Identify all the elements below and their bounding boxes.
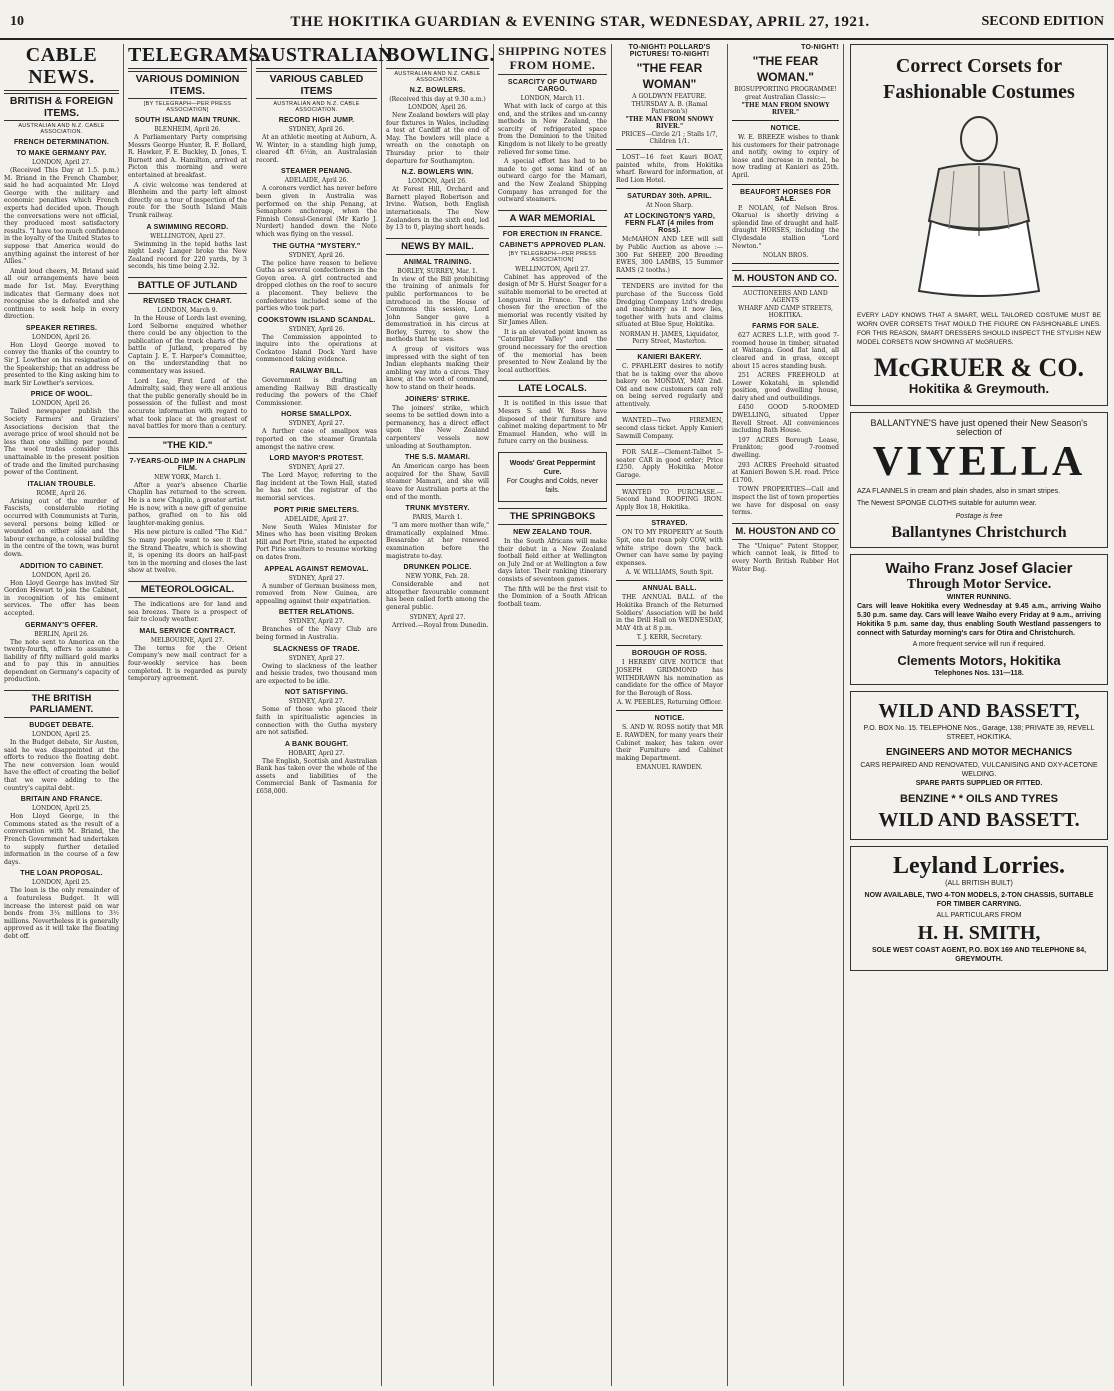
article-body: Owing to slackness of the leather and hessie trades, two thousand men are expected to be idle.	[256, 662, 377, 685]
article-headline: LORD MAYOR'S PROTEST.	[269, 455, 364, 463]
article-headline: RECORD HIGH JUMP.	[278, 117, 355, 124]
ad-title: Through Motor Service.	[906, 577, 1052, 592]
article-headline: REVISED TRACK CHART.	[143, 297, 232, 305]
section-title: BOWLING.	[386, 44, 489, 69]
article-headline: PRICE OF WOOL.	[30, 391, 93, 399]
article-headline: ADDITION TO CABINET.	[19, 562, 104, 570]
column-display-ads	[844, 44, 1114, 1386]
ad-text: CARS REPAIRED AND RENOVATED, VULCANISING AND OXY-ACETONE WELDING.	[860, 762, 1098, 778]
article-headline: BETTER RELATIONS.	[278, 609, 355, 617]
ad-text: AUCTIONEERS AND LAND AGENTS	[743, 290, 828, 305]
ad-text: W. E. BREEZE wishes to thank his customers for their patronage and notify, owing to expiry of lease and increase in rental, he now trading at Kanieri as 25th. April.	[732, 134, 839, 179]
column-australian	[252, 44, 399, 1386]
dateline: LONDON, April 26.	[32, 571, 91, 579]
article-body: Branches of the Navy Club are being formed in Australia.	[256, 626, 377, 641]
article-body: Amid loud cheers, M. Briand said all our arrangements have been made for 1st. May. Everything indicates that Germany does not recognise she is defeated and she continues to seek help in every direction.	[4, 267, 119, 321]
section-subtitle: LATE LOCALS.	[498, 380, 607, 397]
ad-text: 251 ACRES FREEHOLD at Lower Kokatahi, in splendid position, good dwelling house, dairy shed and outbuildings.	[732, 372, 839, 402]
ad-title: "THE FEAR WOMAN."	[752, 54, 819, 84]
section-title: CABLE NEWS.	[4, 44, 119, 91]
article-headline: MAIL SERVICE CONTRACT.	[139, 627, 236, 635]
agency-line: [BY TELEGRAPH—PER PRESS ASSOCIATION]	[508, 250, 597, 263]
dateline: ADELAIDE, April 26.	[284, 177, 349, 185]
ad-text: BIGSUPPORTING PROGRAMME!	[734, 86, 837, 93]
ad-text: P. NOLAN, (of Nelson Bros. Okarua) is shortly driving a splendid line of draught and half-draught HORSES, including the Clydesdale stallion "Lord Newton."	[732, 204, 839, 250]
ad-text: Woods' Great Peppermint Cure.	[509, 460, 596, 476]
article-subheadline: TO MAKE GERMANY PAY.	[16, 150, 107, 157]
ad-text: ALL PARTICULARS FROM	[936, 912, 1022, 919]
section-subtitle: THE SPRINGBOKS	[498, 508, 607, 525]
ad-brand: H. H. SMITH,	[917, 922, 1041, 944]
article-body: It is an elevated point known as "Caterpillar Valley" and the ground necessary for the erection of the memorial has been presented to New Zealand by the local authorities.	[498, 328, 607, 374]
ad-brand: WILD AND BASSETT.	[878, 809, 1080, 831]
article-headline: TRUNK MYSTERY.	[405, 505, 470, 513]
ad-text: ENGINEERS AND MOTOR MECHANICS	[885, 747, 1073, 758]
ad-box	[498, 452, 607, 502]
dateline: LONDON, April 26.	[32, 333, 91, 341]
article-headline: N.Z. BOWLERS WIN.	[401, 169, 474, 177]
ad-text: Telephones Nos. 131—118.	[934, 670, 1024, 677]
agency-line: AUSTRALIAN AND N.Z. CABLE ASSOCIATION.	[394, 71, 481, 83]
dateline: SYDNEY, April 26.	[288, 325, 345, 333]
ad-text: TENDERS are invited for the purchase of the Success Gold Dredging Company Ltd's dredge and machinery as it now lies, together with huts and claims situated at Blue Spur, Hokitika.	[616, 283, 723, 329]
article-headline: ITALIAN TROUBLE.	[27, 480, 96, 488]
article-body: New South Wales Minister for Mines who has been visiting Broken Hill and Port Pirie, stated he expected Port Pirie smelters to resume working on dates from.	[256, 523, 377, 561]
ad-text: SOLE WEST COAST AGENT, P.O. BOX 169 AND TELEPHONE 84, GREYMOUTH.	[871, 947, 1087, 963]
ad-headline: SATURDAY 30th. APRIL.	[627, 193, 712, 201]
column-telegrams	[124, 44, 266, 1386]
article-body: Hon Lloyd George moved to convey the thanks of the country to Sir J. Lowther on his resignation of the Speakership; that an address be presented to the King asking him to mark Sir Lowther's services.	[4, 341, 119, 387]
article-body: The indications are for land and sea breezes. There is a prospect of fair to cloudy weather.	[128, 600, 247, 624]
column-ads-1	[612, 44, 728, 1386]
ad-text: A more frequent service will run if required.	[912, 641, 1046, 648]
section-subtitle: VARIOUS DOMINION ITEMS.	[128, 71, 247, 99]
ad-text: WANTED—Two FIREMEN, second class ticket. Apply Kanieri Sawmill Company.	[616, 417, 723, 440]
ad-brand: Clements Motors, Hokitika	[897, 653, 1061, 668]
ad-text: Cars will leave Hokitika every Wednesday at 9.45 a.m., arriving Waiho 5.30 p.m. same day. Cars will leave Waiho every Friday at 9 a.m., arriving Hokitika 5 p.m. same day, thus enabling South Westland passengers to connect with Saturday morning's cars for Otira and Christchurch.	[857, 603, 1101, 637]
article-headline: SOUTH ISLAND MAIN TRUNK.	[134, 117, 241, 124]
ad-headline: AT LOCKINGTON'S YARD, FERN FLAT (4 miles from Ross).	[623, 213, 716, 235]
article-headline: SCARCITY OF OUTWARD CARGO.	[507, 79, 598, 93]
dateline: LONDON, March 11.	[520, 95, 585, 102]
ad-headline: NOTICE.	[770, 125, 801, 132]
dateline: LONDON, April 26.	[32, 400, 91, 408]
article-body: In the House of Lords last evening, Lord Selborne enquired whether there could be any objection to the publication of the track charts of the battle of Jutland, prepared by Captain J. E. T. Harper's Committee, on the understanding that no commentary was issued.	[128, 314, 247, 376]
ad-text: For Coughs and Colds, never fails.	[506, 478, 599, 494]
ad-text: I HEREBY GIVE NOTICE that JOSEPH GRIMMOND has WITHDRAWN his nomination as candidate for the office of Mayor for the Borough of Ross.	[616, 659, 723, 697]
ad-text: At Noon Sharp.	[646, 202, 693, 210]
article-body: Hon Lloyd George has invited Sir Gordon Hewart to join the Cabinet, in recognition of his eminent services. The offer has been accepted.	[4, 579, 119, 617]
article-body: In view of the Bill prohibiting the training of animals for public performances to be introduced in the House of Commons this session, Lord John Sanger gave a demonstration in his circus at Borley, Surrey, to show the methods that he uses.	[386, 275, 489, 344]
article-headline: A BANK BOUGHT.	[284, 740, 349, 748]
ad-headline: M. HOUSTON AND CO	[732, 523, 839, 540]
article-body: After a year's absence Charlie Chaplin has returned to the screen. He is a new Chaplin, a greater artist. He is now, with a new gift of genuine pathos, grafted on to his old laughter-making genius.	[128, 481, 247, 527]
section-subtitle: NEWS BY MAIL.	[386, 238, 489, 255]
section-subtitle: BRITISH & FOREIGN ITEMS.	[4, 93, 119, 121]
dateline: WELLINGTON, April 27.	[150, 232, 225, 240]
article-headline: THE LOAN PROPOSAL.	[20, 870, 103, 878]
article-headline: FRENCH DETERMINATION.	[13, 139, 110, 146]
ad-signature: A. W. WILLIAMS, South Spit.	[625, 569, 714, 577]
article-body: "I am more mother than wife," dramatically explained Mme. Bessarabo at her renewed examination before the magistrate to-day.	[386, 522, 489, 560]
dateline: SYDNEY, April 26.	[288, 251, 345, 259]
dateline: ROME, April 26.	[36, 489, 87, 497]
article-body: What with lack of cargo at this end, and the strikes and un-canny methods in New Zealand, the scarcity of refrigerated space from the Dominion to the United Kingdom is not likely to be greatly relieved for some time.	[498, 103, 607, 156]
article-body: The English, Scottish and Australian Bank has taken over the whole of the assets and liabilities of the Commercial Bank of Tasmania for £658,000.	[256, 757, 377, 796]
ad-text: Hokitika & Greymouth.	[908, 381, 1050, 396]
ad-text: BALLANTYNE'S have just opened their New Season's selection of	[870, 418, 1088, 437]
masthead	[0, 0, 1114, 40]
article-body: Lord Lee, First Lord of the Admiralty, said, they were all anxious that the public generally should be in possession of the fullest and most accurate information with regard to what took place at the greatest of naval battles for more than a century.	[128, 377, 247, 431]
ad-brand: McGRUER & CO.	[873, 353, 1085, 382]
dateline: ADELAIDE, April 27.	[284, 515, 349, 523]
viyella-ad	[850, 412, 1108, 548]
section-title: AUSTRALIAN.	[256, 44, 377, 69]
column-bowling	[382, 44, 494, 1386]
dateline: LONDON, April 25.	[32, 731, 91, 739]
article-headline: PORT PIRIE SMELTERS.	[273, 506, 360, 514]
ad-headline: KANIERI BAKERY.	[637, 353, 702, 361]
article-body: An American cargo has been acquired for the Shaw, Savill steamer Mamari, and she will leave for Australian ports at the end of the month.	[386, 463, 489, 501]
section-title: TELEGRAMS.	[128, 44, 247, 69]
article-body: Some of those who placed their faith in spiritualistic agencies in connection with the Gutha mystery are not satisfied.	[256, 706, 377, 737]
ad-text: (ALL BRITISH BUILT)	[945, 880, 1013, 887]
section-subtitle: THE BRITISH PARLIAMENT.	[4, 690, 119, 718]
ad-text: TOWN PROPERTIES—Call and inspect the list of town properties we have for disposal on easy terms.	[732, 486, 839, 517]
edition-label: SECOND EDITION	[981, 14, 1104, 29]
agency-line: AUSTRALIAN AND N.Z. CABLE ASSOCIATION.	[18, 123, 105, 135]
article-headline: NEW ZEALAND TOUR.	[513, 529, 592, 536]
article-body: A Parliamentary Party comprising Messrs George Hunter, R. F. Bollard, R. Hawker, F. E. Buckley, D. Jones, T. Burnett and A. Hamilton, arrived at Picton this morning and were entertained at breakfast.	[128, 134, 247, 179]
article-headline: STEAMER PENANG.	[280, 168, 353, 176]
section-subtitle: VARIOUS CABLED ITEMS	[256, 71, 377, 99]
article-headline: GERMANY'S OFFER.	[25, 621, 98, 629]
article-headline: THE GUTHA "MYSTERY."	[272, 242, 361, 250]
section-title: SHIPPING NOTES FROM HOME.	[498, 44, 607, 75]
article-body: At an athletic meeting at Auburn, A. W. Winter, in a standing high jump, cleared 4ft 6½in, an Australasian record.	[256, 134, 377, 164]
ad-text: BENZINE * * OILS AND TYRES	[900, 793, 1058, 805]
dateline: SYDNEY, April 27.	[409, 613, 466, 621]
article-body: At Forest Hill, Orchard and Barnett played Robertson and Irvine. Watson, both English internationals. The New Zealanders in the sixth end, led by 13 to 0, playing short heads.	[386, 186, 489, 232]
article-body: The Lord Mayor, referring to the flag incident at the Town Hall, stated he has not the registrar of the memorial services.	[256, 472, 377, 502]
ad-text: McMAHON AND LEE will sell by Public Auction as above :— 300 Fat SHEEP, 200 Breeding EWES, 300 LAMBS, 15 Summer RAMS (2 tooths.)	[616, 236, 723, 274]
ad-signature: T. J. KERR, Secretary.	[636, 634, 703, 642]
ad-text: "THE MAN FROM SNOWY RIVER."	[625, 116, 714, 130]
dateline: HOBART, April 27.	[288, 749, 345, 757]
article-headline: SLACKNESS OF TRADE.	[273, 645, 360, 653]
ad-brand: WILD AND BASSETT,	[878, 700, 1080, 722]
dateline: LONDON, April 26.	[408, 104, 467, 111]
ad-signature: A. W. PEEBLES, Returning Officer.	[616, 699, 723, 707]
dateline: SYDNEY, April 27.	[288, 698, 345, 706]
article-body: Hon Lloyd George, in the Commons stated as the result of a conversation with M. Briand, the French Government had undertaken to supply further detailed information in the course of a few days.	[4, 813, 119, 866]
dateline: SYDNEY, April 27.	[288, 618, 345, 626]
article-body: A group of visitors was impressed with the sight of ten Indian elephants making their ambling way into a circus. They knew, at the word of command, how to stand on their heads.	[386, 346, 489, 392]
dateline: NEW YORK, March 1.	[154, 473, 221, 481]
page-number: 10	[10, 14, 24, 29]
dateline: BLENHEIM, April 26.	[154, 126, 221, 133]
article-body: The joiners' strike, which seems to be settled down into a permanency, has a direct effect upon the New Zealand carpenters' vessels now unloading at Southampton.	[386, 404, 489, 450]
ad-text: WHARF AND CAMP STREETS, HOKITIKA.	[738, 305, 833, 320]
article-subheadline: CABINET'S APPROVED PLAN.	[499, 241, 606, 249]
article-headline: 7-YEARS-OLD IMP IN A CHAPLIN FILM.	[129, 457, 246, 472]
dateline: MELBOURNE, April 27.	[150, 636, 225, 644]
ad-text: C. PFAHLERT desires to notify that he is taking over the above bakery on MONDAY, MAY 2nd. Old and new customers can rely on being served regularly and attentively.	[616, 362, 723, 408]
ad-text: The "Unique" Patent Stopper, which cannot leak, is fitted to every North British Rubber Hot Water Bag.	[732, 542, 839, 573]
dateline: BORLEY, SURREY, Mar. 1.	[397, 267, 478, 275]
dateline: SYDNEY, April 27.	[288, 420, 345, 428]
article-headline: APPEAL AGAINST REMOVAL.	[264, 565, 369, 573]
ad-text: Postage is free	[955, 513, 1003, 520]
article-body: Considerable and not altogether favourable comment has been called forth among the general public.	[386, 581, 489, 611]
article-body: Arrived.—Royal from Dunedin.	[392, 621, 489, 629]
dateline: WELLINGTON, April 27.	[515, 265, 590, 273]
ad-headline: STRAYED.	[651, 520, 688, 528]
section-subtitle: "THE KID."	[128, 437, 247, 454]
column-shipping	[494, 44, 612, 1386]
ad-brand: Leyland Lorries.	[893, 853, 1065, 879]
ad-text: AZA FLANNELS in cream and plain shades, also in smart stripes.	[857, 488, 1061, 495]
dateline: LONDON, April 25.	[32, 805, 91, 813]
article-headline: BUDGET DEBATE.	[29, 722, 94, 730]
ad-brand: VIYELLA	[872, 439, 1086, 485]
dateline: BERLIN, April 26.	[34, 630, 89, 638]
article-headline: SPEAKER RETIRES.	[25, 324, 98, 332]
article-headline: COOKSTOWN ISLAND SCANDAL.	[257, 316, 376, 324]
article-body: The terms for the Orient Company's new mail contract for a four-weekly service has been completed. It is regarded as purely temporary agreement.	[128, 644, 247, 683]
ad-topline: TO-NIGHT!	[801, 44, 839, 51]
article-body: In the Budget debate, Sir Austen, said he was disappointed at the efforts to reduce the floating debt. The new conversion loan would have the effect of creating the belief that we were adding to the country's capital debt.	[4, 739, 119, 792]
article-headline: HORSE SMALLPOX.	[281, 411, 352, 419]
ad-text: THURSDAY A. B. (Ramal Patterson's)	[631, 101, 708, 115]
article-headline: NOT SATISFYING.	[284, 689, 349, 697]
section-subtitle: BATTLE OF JUTLAND	[128, 277, 247, 294]
dateline: LONDON, March 9.	[157, 306, 218, 314]
article-headline: BRITAIN AND FRANCE.	[20, 796, 103, 804]
ad-text: FOR SALE—Clement-Talbot 5-seater CAR in good order; Price £250. Apply Hokitika Motor Garage.	[616, 449, 723, 480]
dateline: SYDNEY, April 27.	[288, 464, 345, 472]
dateline: PARIS, March 1.	[412, 514, 463, 522]
ad-headline: ANNUAL BALL.	[642, 585, 697, 593]
article-headline: N.Z. BOWLERS.	[409, 87, 466, 94]
agency-line: AUSTRALIAN AND N.Z. CABLE ASSOCIATION.	[273, 101, 360, 113]
article-body: A further case of smallpox was reported on the steamer Grantala amongst the native crew.	[256, 428, 377, 451]
ad-signature: EMANUEL RAWDEN.	[636, 764, 703, 772]
article-headline: A SWIMMING RECORD.	[146, 223, 229, 231]
article-body: The loan is the only remainder of a featureless Budget. It will increase the interest paid on war bonds from 3¼ millions to 3½ millions. Nevertheless it is generally approved as it will take the floating debt off.	[4, 887, 119, 940]
ad-text: great Australian Classic:—	[744, 94, 827, 101]
ad-text: 627 ACRES L.I.P., with good 7-roomed house in timber, situated at Waitanga. Good flat land, all cleared and in grass, except about 15 acres standing bush.	[732, 332, 839, 370]
article-body: (Received This Day at 1.5. p.m.) M. Briand in the French Chamber, said he had acquainted Mr. Lloyd George with the military and economic penalties which French experts had decided upon. Though the conversations were not official, they produced most satisfactory results. "I have too much confidence in the loyalty of the United States to suppose that America would do anything against the interest of her Allies."	[4, 167, 119, 266]
dateline: LONDON, April 26.	[408, 178, 467, 186]
dateline: LONDON, April 27.	[32, 159, 91, 166]
ad-text: EVERY LADY KNOWS THAT A SMART, WELL TAILORED COSTUME MUST BE WORN OVER CORSETS THAT MOULD THE FIGURE ON FASHIONABLE LINES. FOR THIS REASON, SMART DRESSERS SHOULD INSPECT THE STYLISH NEW MODEL CORSETS NOW SHOWING AT McGRUERS.	[857, 312, 1101, 346]
article-headline: DRUNKEN POLICE.	[403, 564, 472, 572]
section-subtitle: A WAR MEMORIAL	[498, 210, 607, 227]
dateline: NEW YORK, Feb. 28.	[405, 573, 470, 581]
column-ads-2	[728, 44, 844, 1386]
ad-text: The Newest SPONGE CLOTHS suitable for autumn wear.	[857, 500, 1037, 507]
article-body: New Zealand bowlers will play four fixtures in Wales, including a test at Cardiff at the end of May. The bowlers will place a wreath on the cenotaph on Thursday prior to their departure for Southampton.	[386, 112, 489, 165]
article-headline: ANIMAL TRAINING.	[403, 258, 472, 266]
wild-bassett-ad	[850, 691, 1108, 840]
article-body: It is notified in this issue that Messrs S. and W. Ross have disposed of their furniture and cabinet making department to Mr Emanuel Handen, who will in future carry on the business.	[498, 400, 607, 446]
article-body: The Commission appointed to inquire into the operations at Cockatoo Island Dock Yard have commenced taking evidence.	[256, 333, 377, 364]
ad-text: THE ANNUAL BALL of the Hokitika Branch of the Returned Soldiers' Association will be held in the Drill Hall on WEDNESDAY, MAY 4th at 8 p.m.	[616, 594, 723, 632]
article-headline: THE S.S. MAMARI.	[404, 454, 471, 462]
ad-topline: TO-NIGHT! POLLARD'S PICTURES! TO-NIGHT!	[628, 44, 711, 58]
article-body: A civic welcome was tendered at Blenheim and the party left almost directly on a tour of inspection of the route for the South Island Main Trunk railway.	[128, 181, 247, 219]
article-body: In the South Africans will make their debut in a New Zealand football field either at Wellington on July 2nd or at Wellington a few days later. Their ranking itinerary consists of seventeen games.	[498, 538, 607, 583]
ad-text: S. AND W. ROSS notify that MR E. RAWDEN, for many years their Cabinet maker, has taken over their Furniture and Cabinet making Department.	[616, 724, 723, 762]
ad-text: SPARE PARTS SUPPLIED OR FITTED.	[915, 780, 1043, 787]
article-body: A coroners verdict has never before been given in Australia was performed on the ship Penang, at Semaphore anchorage, when the Finnish Consul-General (Mr Karlo J. Nurdert) handed down the Note which was flying on the vessel.	[256, 185, 377, 238]
ad-text: WANTED TO PURCHASE.—Second hand ROOFING IRON. Apply Box 18, Hokitika.	[616, 488, 723, 511]
column-cable-news	[0, 44, 124, 1386]
agency-line: [BY TELEGRAPH—PER PRESS ASSOCIATION]	[143, 101, 232, 113]
article-body: A number of German business men, removed from New Guinea, are appealing against their expatriation.	[256, 582, 377, 605]
article-body: Cabinet has approved of the design of Mr S. Hurst Seager for a suitable memorial to be erected at Longueval in France. The site chosen for the erection of the memorial was recently visited by Sir James Allen.	[498, 273, 607, 327]
leyland-ad	[850, 846, 1108, 971]
article-body: A special effort has had to be made to get some kind of an outward cargo for the Mamari, and the New Zealand Shipping Company has arranged for the outward steamers.	[498, 158, 607, 204]
ad-title: Waiho Franz Josef Glacier	[885, 560, 1073, 577]
article-headline: FOR ERECTION IN FRANCE.	[502, 230, 603, 238]
ad-title: Correct Corsets for	[895, 55, 1063, 77]
article-body: The note sent to America on the twenty-fourth, offers to assume a liability of fifty milliard gold marks and to pay this in annuities dependent on Germany's capacity of production.	[4, 638, 119, 684]
article-body: Swimming in the tepid baths last night Lesly Langer broke the New Zealand record for 220 yards, by 3 seconds, his time being 2.32.	[128, 240, 247, 271]
corsets-ad	[850, 44, 1108, 406]
ad-text: £450 GOOD 5-ROOMED DWELLING, situated Upper Revell Street. All conveniences including Bath House.	[732, 404, 839, 435]
ad-headline: M. HOUSTON AND CO.	[732, 270, 839, 287]
article-body: Arising out of the murder of Fascists, considerable rioting occurred with Communists at Turin, several persons being killed or wounded on either side and the labour exchange, a colossal building in the centre of the town, was burnt down.	[4, 497, 119, 558]
ad-headline: BOROUGH OF ROSS.	[631, 650, 708, 658]
article-body: Tailed newspaper publish the Society Farmers' and Graziers' Associations decision that the average price of wool should not be less than one shilling per pound. The wool trades consider this unattainable in the present position of trade and the limited purchasing power of the Continent.	[4, 408, 119, 477]
article-body: Government is drafting an amending Railway Bill drastically reducing the powers of the Chief Commissioner.	[256, 377, 377, 407]
ad-headline: BEAUFORT HORSES FOR SALE.	[740, 188, 831, 203]
article-headline: JOINERS' STRIKE.	[404, 395, 471, 403]
newspaper-title: THE HOKITIKA GUARDIAN & EVENING STAR, WEDNESDAY, APRIL 27, 1921.	[290, 14, 870, 30]
ad-text: A GOLDWYN FEATURE.	[632, 93, 707, 100]
dateline: SYDNEY, April 26.	[288, 126, 345, 133]
ad-text: LOST—16 feet Kauri BOAT, painted white, from Hokitika wharf. Reward for information, at Red Lion Hotel.	[616, 154, 723, 184]
corset-illustration	[879, 111, 1079, 301]
article-body: His new picture is called "The Kid." So many people want to see it that the Strand Theatre, which is showing it, is opening its doors an half-past ten in the morning and closes the last show at twelve.	[128, 529, 247, 575]
ad-text: FARMS FOR SALE.	[752, 323, 819, 331]
dateline: (Received this day at 9.30 a.m.)	[389, 96, 486, 103]
ad-title: "THE FEAR WOMAN"	[636, 61, 703, 91]
ad-text: "THE MAN FROM SNOWY RIVER."	[741, 102, 830, 116]
ad-text: ON TO MY PROPERTY at South Spit, one fat roan poly COW, with white stripe down the back. Owner can have same by paying expenses.	[616, 529, 723, 567]
ad-text: PRICES—Circle 2/1 ; Stalls 1/7, Children 1/1.	[621, 131, 718, 145]
ad-text: 197 ACRES Borough Lease, Frankton; good 7-roomed dwelling.	[732, 436, 839, 460]
dateline: SYDNEY, April 27.	[288, 654, 345, 662]
article-body: The police have reason to believe Gutha as several confectioners in the Goyen area. A girl contracted and dropped clothes on the roof to secure a placement. They believe the confederates included some of the parties who took part.	[256, 259, 377, 313]
ad-brand: Ballantynes Christchurch	[891, 524, 1067, 541]
ad-signature: NOLAN BROS.	[762, 252, 809, 260]
ad-text: 293 ACRES Freehold situated at Kanieri Bowen S.H. road. Price £1700.	[732, 461, 839, 484]
ad-text: NOW AVAILABLE, TWO 4-TON MODELS, 2-TON CHASSIS, SUITABLE FOR TIMBER CARRYING.	[864, 892, 1094, 908]
dateline: SYDNEY, April 27.	[288, 574, 345, 582]
article-headline: RAILWAY BILL.	[289, 368, 344, 376]
ad-signature: NORMAN H. JAMES, Liquidator, Perry Street, Masterton.	[619, 330, 720, 345]
section-subtitle: METEOROLOGICAL.	[128, 581, 247, 598]
ad-text: WINTER RUNNING.	[946, 594, 1012, 601]
ad-text: P.O. BOX No. 15. TELEPHONE Nos., Garage, 138; PRIVATE 39, REVELL STREET, HOKITIKA.	[863, 725, 1095, 741]
ad-title: Fashionable Costumes	[883, 81, 1075, 103]
article-body: The fifth will be the first visit to the Dominion of a South African football team.	[498, 585, 607, 608]
ad-headline: NOTICE.	[654, 715, 685, 723]
waiho-ad	[850, 554, 1108, 685]
dateline: LONDON, April 25.	[32, 879, 91, 887]
